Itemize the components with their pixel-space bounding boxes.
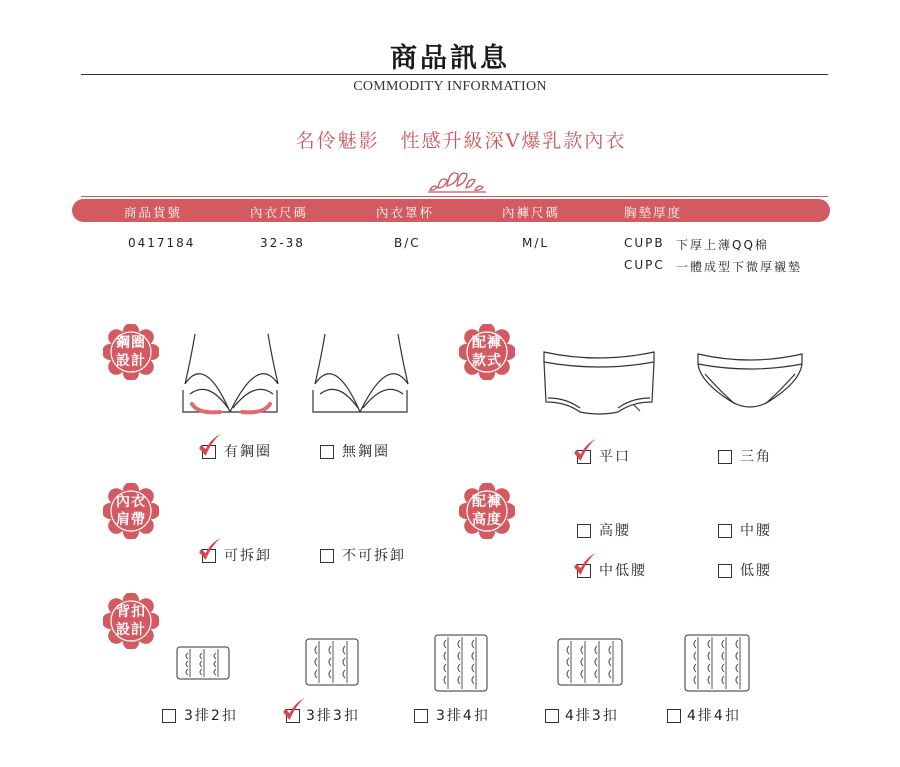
- checkbox[interactable]: [718, 524, 732, 538]
- checkbox[interactable]: [545, 709, 559, 723]
- header-panty-size: 內褲尺碼: [502, 205, 561, 220]
- pad-desc-1: 下厚上薄QQ棉: [676, 238, 769, 252]
- option-label: 3排3扣: [306, 708, 360, 724]
- option-label: 4排3扣: [565, 708, 619, 724]
- ornament-icon: [426, 168, 488, 194]
- check-icon: [198, 434, 222, 458]
- badge-panty-style-label: 配褲 款式: [472, 335, 502, 369]
- brief-panty-icon: [695, 352, 805, 416]
- check-icon: [573, 439, 597, 463]
- badge-underwire-label: 鋼圈 設計: [116, 335, 146, 369]
- checkbox[interactable]: [667, 709, 681, 723]
- checkbox[interactable]: [320, 445, 334, 459]
- bra-wired-icon: [180, 332, 280, 418]
- boyshort-panty-icon: [540, 350, 658, 416]
- option-label: 中低腰: [599, 563, 647, 579]
- option-label: 三角: [740, 449, 772, 465]
- option-label: 平口: [599, 449, 631, 465]
- option-label: 3排4扣: [436, 708, 490, 724]
- option-label: 可拆卸: [224, 548, 272, 564]
- badge-panty-rise-label: 配褲 高度: [472, 494, 502, 528]
- bra-size-value: 32-38: [260, 236, 305, 250]
- header-bra-size: 內衣尺碼: [250, 205, 309, 220]
- option-label: 無鋼圈: [342, 444, 390, 460]
- pad-code-1: CUPB: [624, 236, 665, 250]
- header-pad-thickness: 胸墊厚度: [624, 205, 683, 220]
- title-divider: [81, 74, 828, 75]
- spec-table-header: [72, 199, 830, 222]
- option-label: 中腰: [740, 523, 772, 539]
- bra-wireless-icon: [310, 332, 410, 418]
- item-no-value: 0417184: [128, 236, 196, 250]
- check-icon: [198, 538, 222, 562]
- hook-eye-icon: [434, 634, 488, 692]
- page-title: 商品訊息: [390, 43, 510, 74]
- badge-back-hook-label: 背扣 設計: [116, 604, 146, 638]
- badge-strap: [103, 483, 159, 539]
- hook-eye-icon: [684, 634, 750, 692]
- badge-panty-rise: [459, 483, 515, 539]
- option-label: 3排2扣: [184, 708, 238, 724]
- badge-panty-style: [459, 324, 515, 380]
- cup-value: B/C: [394, 236, 421, 250]
- hook-eye-icon: [305, 638, 359, 686]
- header-cup: 內衣罩杯: [376, 205, 435, 220]
- badge-underwire: [103, 324, 159, 380]
- hook-eye-icon: [176, 646, 230, 680]
- checkbox[interactable]: [162, 709, 176, 723]
- panty-size-value: M/L: [522, 236, 550, 250]
- option-label: 不可拆卸: [342, 548, 406, 564]
- check-icon: [573, 553, 597, 577]
- option-label: 低腰: [740, 563, 772, 579]
- hook-eye-icon: [557, 638, 623, 686]
- product-name: 名伶魅影 性感升級深V爆乳款內衣: [295, 130, 627, 152]
- table-top-line: [81, 196, 828, 197]
- badge-strap-label: 內衣 肩帶: [116, 494, 146, 528]
- checkbox[interactable]: [414, 709, 428, 723]
- badge-back-hook: [103, 593, 159, 649]
- check-icon: [282, 698, 306, 722]
- option-label: 4排4扣: [687, 708, 741, 724]
- pad-desc-2: 一體成型下微厚襯墊: [676, 260, 803, 274]
- checkbox[interactable]: [718, 564, 732, 578]
- header-item-no: 商品貨號: [124, 205, 183, 220]
- checkbox[interactable]: [320, 549, 334, 563]
- pad-code-2: CUPC: [624, 258, 665, 272]
- page-subtitle: COMMODITY INFORMATION: [353, 79, 547, 94]
- checkbox[interactable]: [718, 450, 732, 464]
- option-label: 有鋼圈: [224, 444, 272, 460]
- option-label: 高腰: [599, 523, 631, 539]
- checkbox[interactable]: [577, 524, 591, 538]
